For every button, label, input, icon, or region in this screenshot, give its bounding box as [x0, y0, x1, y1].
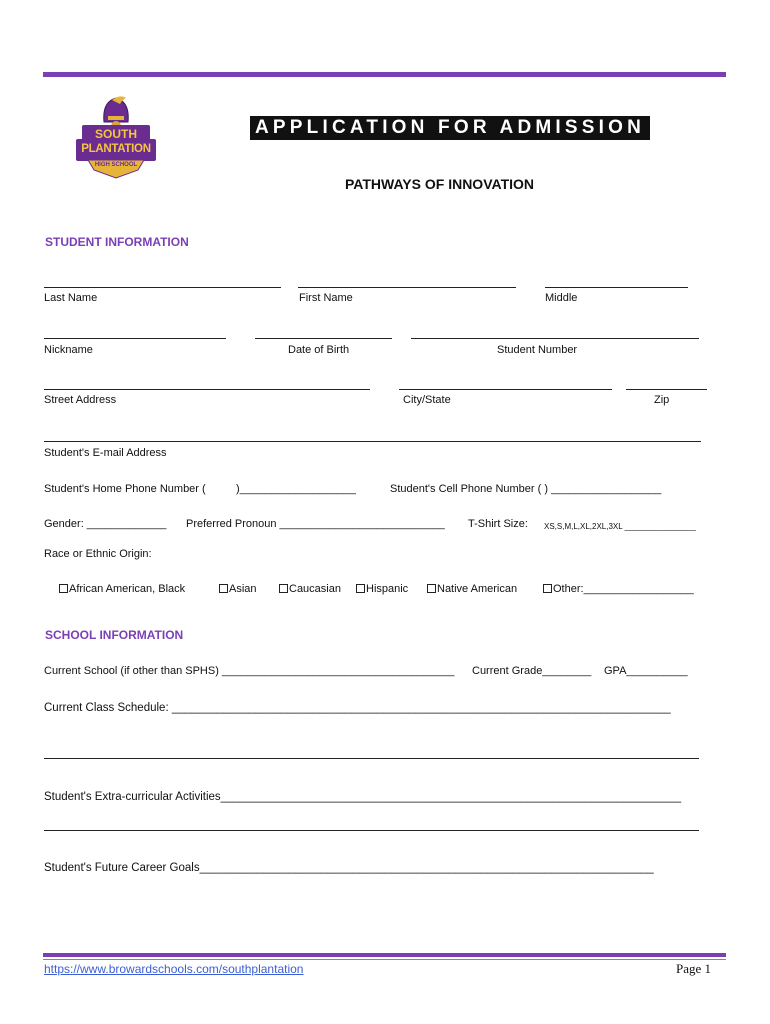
- form-subtitle: PATHWAYS OF INNOVATION: [345, 176, 535, 192]
- race-option-native-american[interactable]: Native American: [427, 583, 517, 595]
- student-number-label: Student Number: [497, 344, 578, 356]
- gpa-field[interactable]: GPA__________: [604, 665, 688, 677]
- checkbox-icon[interactable]: [427, 584, 436, 593]
- race-option-other[interactable]: Other:__________________: [543, 583, 694, 595]
- logo-banner-text: HIGH SCHOOL: [94, 162, 138, 168]
- checkbox-icon[interactable]: [279, 584, 288, 593]
- dob-label: Date of Birth: [288, 344, 350, 356]
- last-name-field[interactable]: [44, 287, 281, 288]
- first-name-field[interactable]: [298, 287, 516, 288]
- checkbox-icon[interactable]: [219, 584, 228, 593]
- footer-rule-thin: [43, 959, 726, 960]
- zip-field[interactable]: [626, 389, 707, 390]
- tshirt-label: T-Shirt Size:: [468, 518, 528, 530]
- nickname-label: Nickname: [44, 344, 93, 356]
- footer-rule: [43, 953, 726, 957]
- class-schedule-line-2[interactable]: [44, 758, 699, 759]
- race-option-african-american[interactable]: African American, Black: [59, 583, 185, 595]
- checkbox-icon[interactable]: [356, 584, 365, 593]
- student-number-field[interactable]: [411, 338, 699, 339]
- logo-main-text: PLANTATION: [81, 143, 151, 155]
- middle-name-label: Middle: [545, 292, 578, 304]
- student-info-heading: STUDENT INFORMATION: [45, 235, 189, 249]
- race-option-asian[interactable]: Asian: [219, 583, 257, 595]
- home-phone-field[interactable]: )___________________: [236, 483, 356, 495]
- class-schedule-field[interactable]: Current Class Schedule: ______________________________________________________________________________: [44, 702, 671, 714]
- form-title: APPLICATION FOR ADMISSION: [250, 116, 650, 140]
- race-option-caucasian[interactable]: Caucasian: [279, 583, 341, 595]
- career-goals-field[interactable]: Student's Future Career Goals_______________________________________________________________________: [44, 862, 654, 874]
- page-number: Page 1: [676, 961, 712, 976]
- race-label: Race or Ethnic Origin:: [44, 548, 152, 560]
- website-link[interactable]: https://www.browardschools.com/southplantation: [44, 962, 304, 976]
- dob-field[interactable]: [255, 338, 392, 339]
- city-state-label: City/State: [403, 394, 451, 406]
- email-label: Student's E-mail Address: [44, 447, 167, 459]
- first-name-label: First Name: [299, 292, 353, 304]
- checkbox-icon[interactable]: [543, 584, 552, 593]
- home-phone-label: Student's Home Phone Number (: [44, 483, 206, 495]
- school-info-heading: SCHOOL INFORMATION: [45, 628, 184, 642]
- city-state-field[interactable]: [399, 389, 612, 390]
- street-field[interactable]: [44, 389, 370, 390]
- email-field[interactable]: [44, 441, 701, 442]
- zip-label: Zip: [654, 394, 670, 406]
- activities-field[interactable]: Student's Extra-curricular Activities________________________________________________________________________: [44, 791, 682, 803]
- nickname-field[interactable]: [44, 338, 226, 339]
- race-option-hispanic[interactable]: Hispanic: [356, 583, 408, 595]
- current-grade-field[interactable]: Current Grade________: [472, 665, 592, 677]
- pronoun-field[interactable]: Preferred Pronoun ___________________________: [186, 518, 445, 530]
- activities-line-2[interactable]: [44, 830, 699, 831]
- logo-top-text: SOUTH: [95, 127, 137, 141]
- checkbox-icon[interactable]: [59, 584, 68, 593]
- tshirt-size-field[interactable]: XS,S,M,L,XL,2XL,3XL ________________: [544, 522, 696, 531]
- current-school-field[interactable]: Current School (if other than SPHS) ______________________________________: [44, 665, 455, 677]
- top-rule: [43, 72, 726, 77]
- school-logo: [68, 92, 164, 184]
- last-name-label: Last Name: [44, 292, 98, 304]
- street-label: Street Address: [44, 394, 117, 406]
- cell-phone-field[interactable]: Student's Cell Phone Number ( ) __________________: [390, 483, 662, 495]
- gender-field[interactable]: Gender: _____________: [44, 518, 167, 530]
- middle-name-field[interactable]: [545, 287, 688, 288]
